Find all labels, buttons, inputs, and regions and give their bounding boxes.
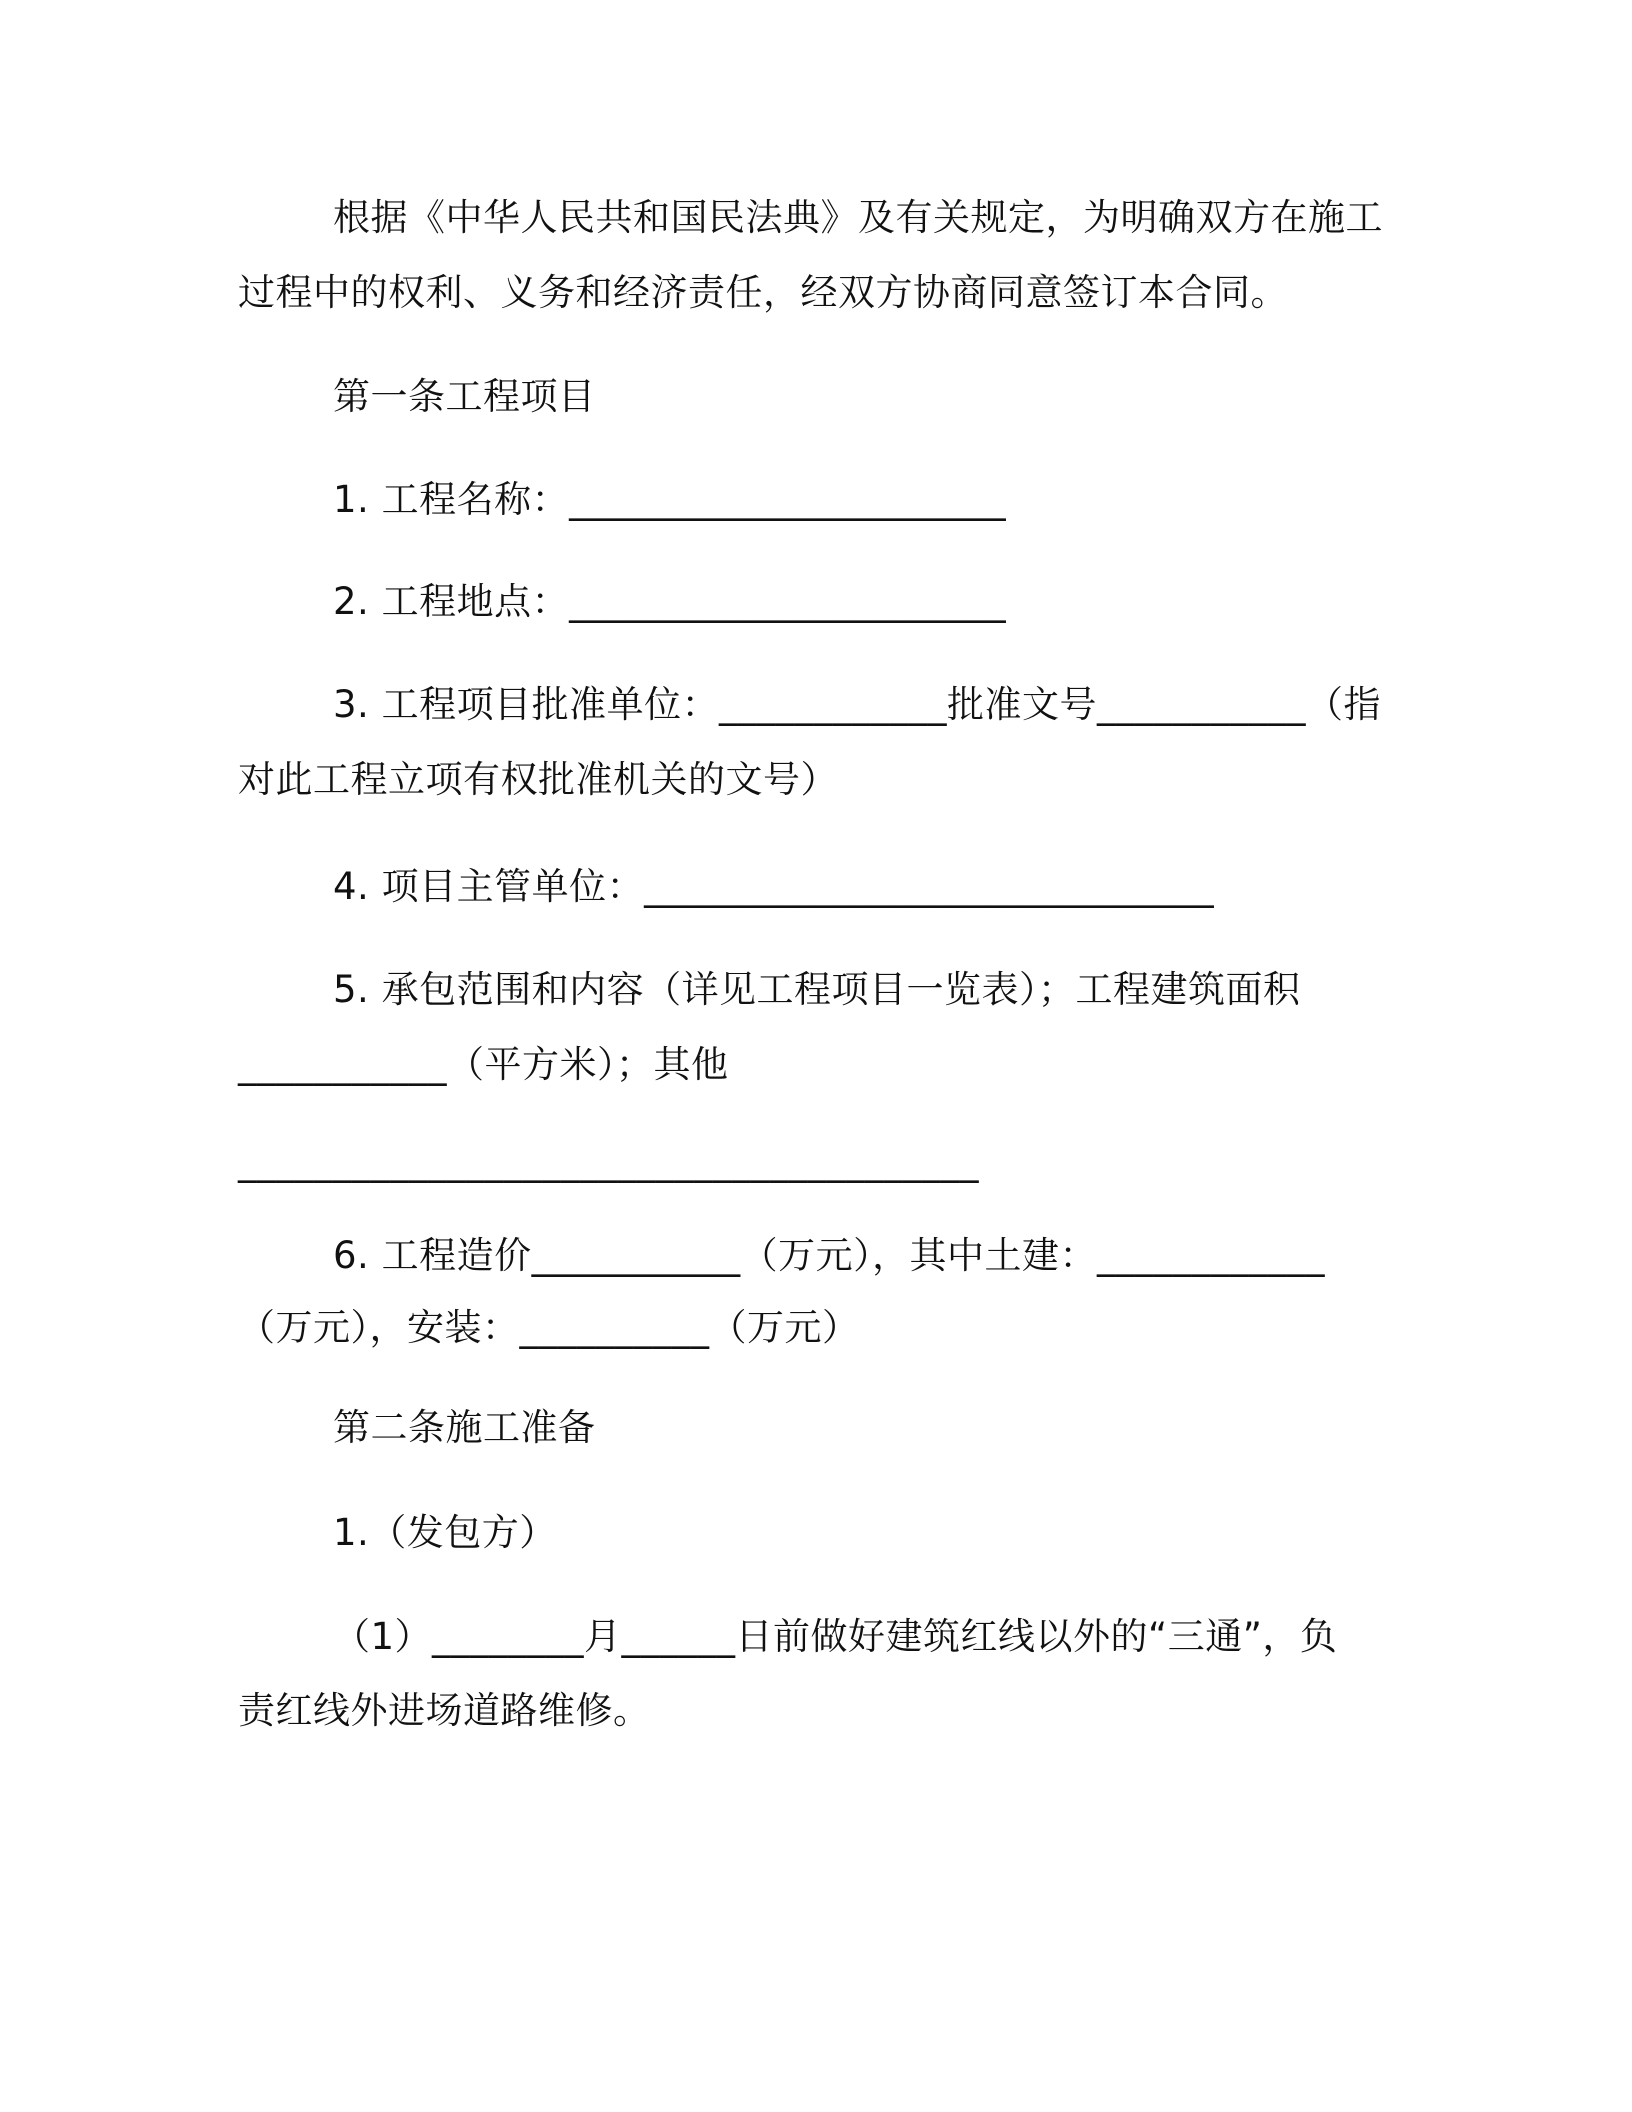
approval-unit-line-1: 3. 工程项目批准单位：____________批准文号___________（指	[333, 683, 1382, 726]
preparation-item-line-1: （1）________月______日前做好建筑红线以外的“三通”，负	[333, 1615, 1338, 1658]
scope-line-2: ___________（平方米）；其他	[238, 1043, 729, 1086]
scope-line-3: _______________________________________	[238, 1140, 979, 1183]
cost-line-2: （万元），安装：__________（万元）	[238, 1306, 860, 1349]
intro-paragraph-line-1: 根据《中华人民共和国民法典》及有关规定，为明确双方在施工	[333, 196, 1383, 239]
supervising-unit-line: 4. 项目主管单位：______________________________	[333, 865, 1215, 908]
article-1-heading: 第一条工程项目	[333, 375, 596, 418]
project-name-line: 1. 工程名称：_______________________	[333, 478, 1007, 521]
intro-paragraph-line-2: 过程中的权利、义务和经济责任，经双方协商同意签订本合同。	[238, 271, 1288, 314]
scope-line-1: 5. 承包范围和内容（详见工程项目一览表）；工程建筑面积	[333, 968, 1301, 1011]
project-location-line: 2. 工程地点：_______________________	[333, 580, 1007, 623]
article-2-heading: 第二条施工准备	[333, 1406, 596, 1449]
employer-label: 1.（发包方）	[333, 1511, 557, 1554]
approval-unit-line-2: 对此工程立项有权批准机关的文号）	[238, 758, 838, 801]
cost-line-1: 6. 工程造价___________（万元），其中土建：____________	[333, 1234, 1326, 1277]
preparation-item-line-2: 责红线外进场道路维修。	[238, 1689, 651, 1732]
